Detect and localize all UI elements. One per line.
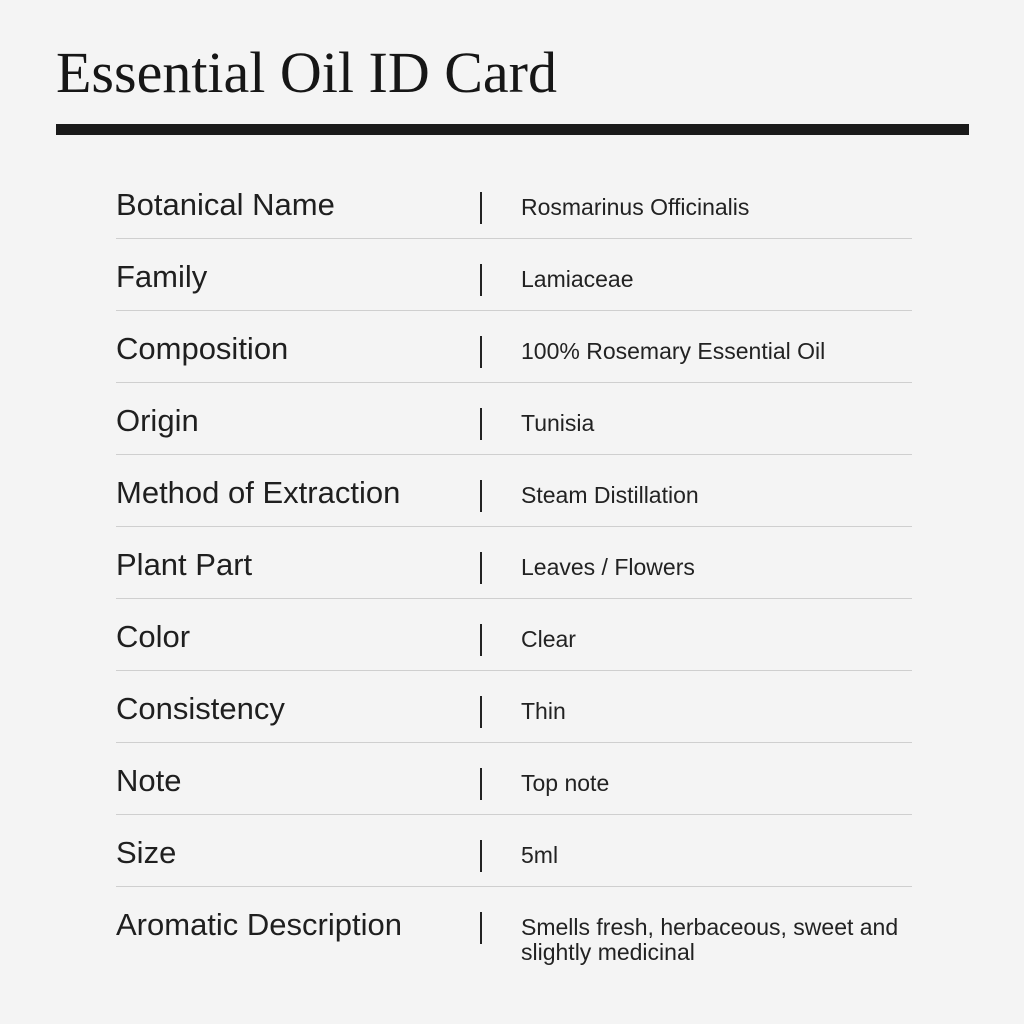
row-value: 5ml <box>521 842 559 868</box>
row-label: Note <box>116 763 182 798</box>
row-value: Thin <box>521 698 566 724</box>
row-separator <box>480 840 482 872</box>
row-separator <box>480 912 482 944</box>
table-row-aromatic-description <box>116 887 912 977</box>
row-label: Consistency <box>116 691 285 726</box>
row-value: Tunisia <box>521 410 595 436</box>
row-label: Botanical Name <box>116 187 335 222</box>
row-separator <box>480 480 482 512</box>
row-value: Lamiaceae <box>521 266 634 292</box>
table-row-note <box>116 743 912 815</box>
table-row-method-of-extraction <box>116 455 912 527</box>
row-separator <box>480 624 482 656</box>
table-row-plant-part <box>116 527 912 599</box>
row-label: Size <box>116 835 177 870</box>
row-label: Origin <box>116 403 199 438</box>
row-separator <box>480 408 482 440</box>
row-separator <box>480 264 482 296</box>
row-label: Method of Extraction <box>116 475 401 510</box>
row-label: Aromatic Description <box>116 907 402 942</box>
table-row-size <box>116 815 912 887</box>
table-row-family <box>116 239 912 311</box>
row-value: Leaves / Flowers <box>521 554 695 580</box>
title-divider <box>56 124 969 135</box>
row-label: Composition <box>116 331 289 366</box>
row-separator <box>480 192 482 224</box>
row-separator <box>480 696 482 728</box>
table-row-color <box>116 599 912 671</box>
row-value: Steam Distillation <box>521 482 699 508</box>
row-value: Rosmarinus Officinalis <box>521 194 750 220</box>
row-separator <box>480 768 482 800</box>
table-row-composition <box>116 311 912 383</box>
info-table <box>116 167 912 977</box>
row-value: 100% Rosemary Essential Oil <box>521 338 826 364</box>
table-row-consistency <box>116 671 912 743</box>
row-separator <box>480 552 482 584</box>
row-separator <box>480 336 482 368</box>
table-row-botanical-name <box>116 167 912 239</box>
row-value: Top note <box>521 770 610 796</box>
row-value: Clear <box>521 626 576 652</box>
row-label: Family <box>116 259 208 294</box>
page-title: Essential Oil ID Card <box>56 40 557 105</box>
row-label: Plant Part <box>116 547 253 582</box>
row-value: Smells fresh, herbaceous, sweet and slightly medicinal <box>521 914 899 965</box>
table-row-origin <box>116 383 912 455</box>
row-label: Color <box>116 619 191 654</box>
